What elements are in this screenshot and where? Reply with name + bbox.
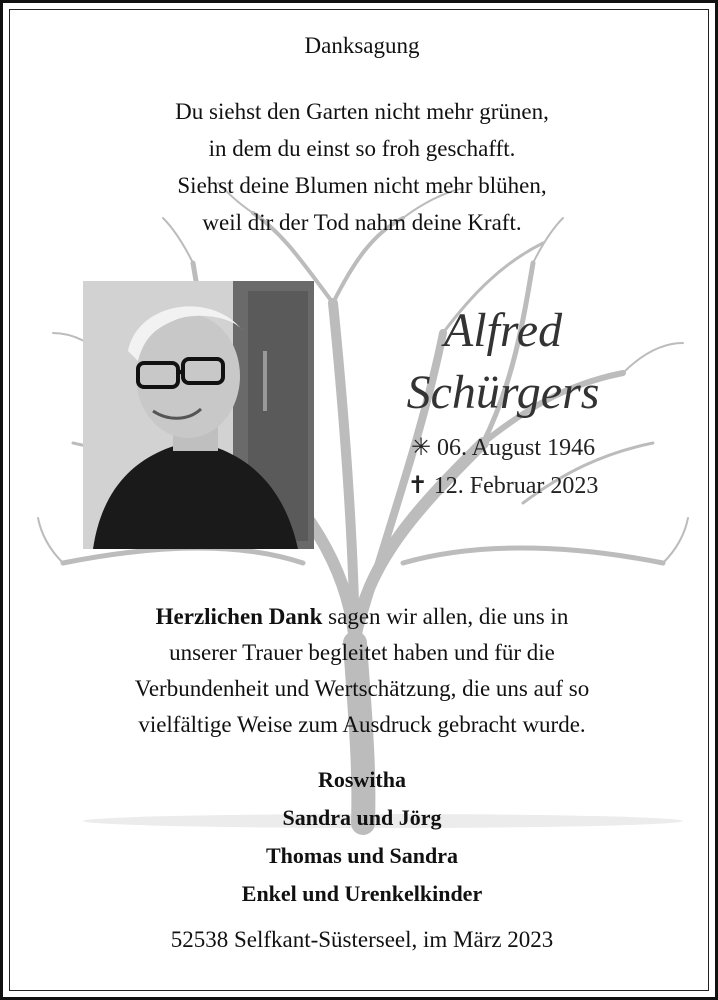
death-date (383, 471, 623, 500)
family-member: Roswitha (317, 767, 406, 792)
portrait-photo (83, 281, 314, 549)
birth-star-icon: ✳ (410, 435, 432, 461)
place-and-date: 52538 Selfkant-Süsterseel, im März 2023 (170, 927, 554, 952)
message-line (3, 599, 718, 635)
family-member: Sandra und Jörg (282, 805, 442, 830)
poem-line: Du siehst den Garten nicht mehr grünen, (175, 99, 549, 124)
deceased-last-name: Schürgers (406, 366, 600, 419)
heading-danksagung: Danksagung (304, 33, 420, 58)
family-member: Enkel und Urenkelkinder (241, 881, 483, 906)
thank-you-message (3, 599, 718, 743)
portrait-illustration (83, 281, 314, 549)
death-date-text: 12. Februar 2023 (433, 473, 599, 499)
deceased-first-name: Alfred (443, 304, 563, 357)
family-member: Thomas und Sandra (266, 843, 458, 868)
poem-line: in dem du einst so froh geschafft. (208, 136, 516, 161)
message-line: unserer Trauer begleitet haben und für die (169, 640, 555, 665)
poem-line: Siehst deine Blumen nicht mehr blühen, (177, 173, 547, 198)
family-signatures (3, 761, 718, 913)
poem-line: weil dir der Tod nahm deine Kraft. (202, 210, 522, 235)
message-line: Verbundenheit und Wertschätzung, die uns auf so (134, 676, 590, 701)
poem (3, 93, 718, 241)
message-line-rest: sagen wir allen, die uns in (322, 604, 569, 629)
message-bold-lead: Herzlichen Dank (155, 604, 323, 629)
death-cross-icon: ✝ (407, 473, 428, 499)
birth-date-text: 06. August 1946 (437, 435, 596, 461)
birth-date (383, 433, 623, 462)
message-line: vielfältige Weise zum Ausdruck gebracht wurde. (138, 712, 586, 737)
